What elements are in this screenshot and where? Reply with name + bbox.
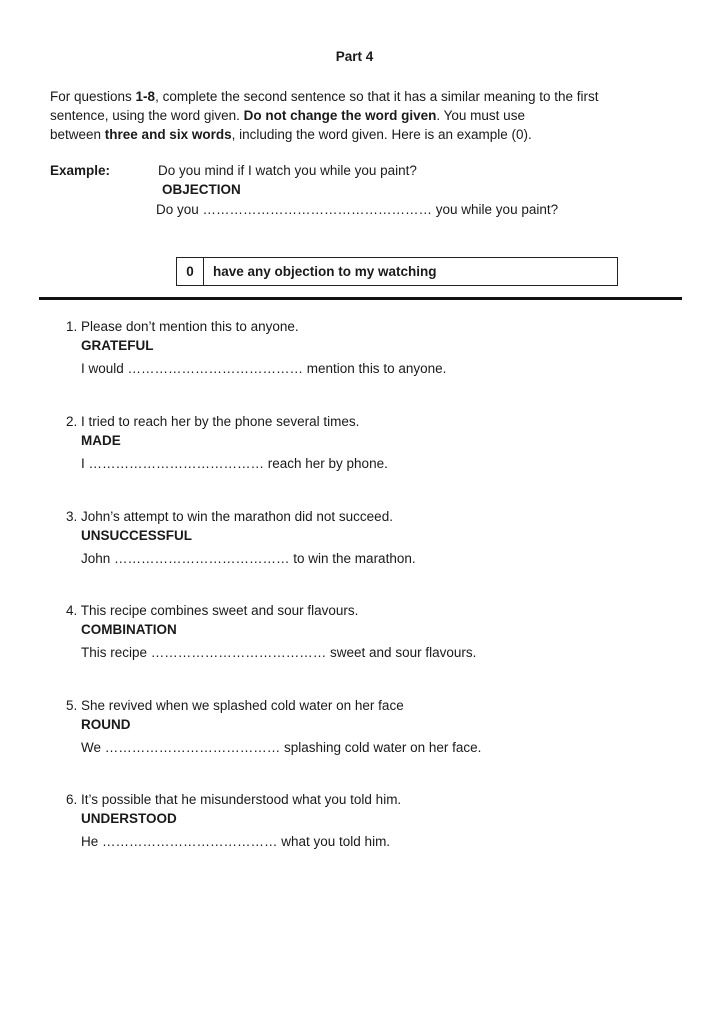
emphasis-word-count: three and six words [104,127,232,142]
question-sentence: 5. She revived when we splashed cold water on her face [66,698,404,713]
example-label: Example: [50,163,111,178]
instructions-line-3 [50,125,660,144]
question-gap-answer[interactable]: We ………………………………… splashing cold water on her face. [81,740,482,755]
instructions-text: sentence, using the word given. [50,108,244,123]
question-sentence: 6. It’s possible that he misunderstood what you told him. [66,792,402,807]
question-4 [66,603,666,660]
example-answer-number: 0 [177,258,204,285]
question-gap-answer[interactable]: He ………………………………… what you told him. [81,834,391,849]
question-2 [66,414,666,471]
instructions-text: , including the word given. Here is an example (0). [231,127,532,142]
page-title: Part 4 [335,49,374,64]
instructions-text: between [50,127,105,142]
instructions [50,87,660,144]
instructions-text: , complete the second sentence so that it has a similar meaning to the first [155,89,599,104]
question-sentence: 2. I tried to reach her by the phone several times. [66,414,360,429]
question-3 [66,509,666,566]
example-answer-text: have any objection to my watching [213,264,437,279]
question-range: 1-8 [135,89,156,104]
instructions-line-2 [50,106,660,125]
example-gap-sentence: Do you …………………………………………… you while you paint? [156,202,559,217]
question-gap-answer[interactable]: This recipe ………………………………… sweet and sour flavours. [81,645,477,660]
question-keyword: GRATEFUL [81,338,154,353]
question-keyword: UNSUCCESSFUL [81,528,193,543]
section-divider [39,297,682,300]
emphasis-do-not-change: Do not change the word given [243,108,437,123]
question-gap-answer[interactable]: I would ………………………………… mention this to anyone. [81,361,447,376]
question-keyword: COMBINATION [81,622,177,637]
example-sentence: Do you mind if I watch you while you paint? [158,163,417,178]
question-sentence: 3. John’s attempt to win the marathon did not succeed. [66,509,393,524]
question-sentence: 4. This recipe combines sweet and sour flavours. [66,603,359,618]
question-keyword: ROUND [81,717,131,732]
question-gap-answer[interactable]: John ………………………………… to win the marathon. [81,551,416,566]
instructions-line-1 [50,87,660,106]
question-5 [66,698,666,755]
question-gap-answer[interactable]: I ………………………………… reach her by phone. [81,456,388,471]
example-keyword: OBJECTION [162,182,241,197]
question-keyword: MADE [81,433,121,448]
example-answer-box [176,257,618,286]
question-6 [66,792,666,849]
instructions-text: . You must use [436,108,525,123]
question-sentence: 1. Please don’t mention this to anyone. [66,319,299,334]
instructions-text: For questions [50,89,136,104]
question-keyword: UNDERSTOOD [81,811,177,826]
question-1 [66,319,666,376]
